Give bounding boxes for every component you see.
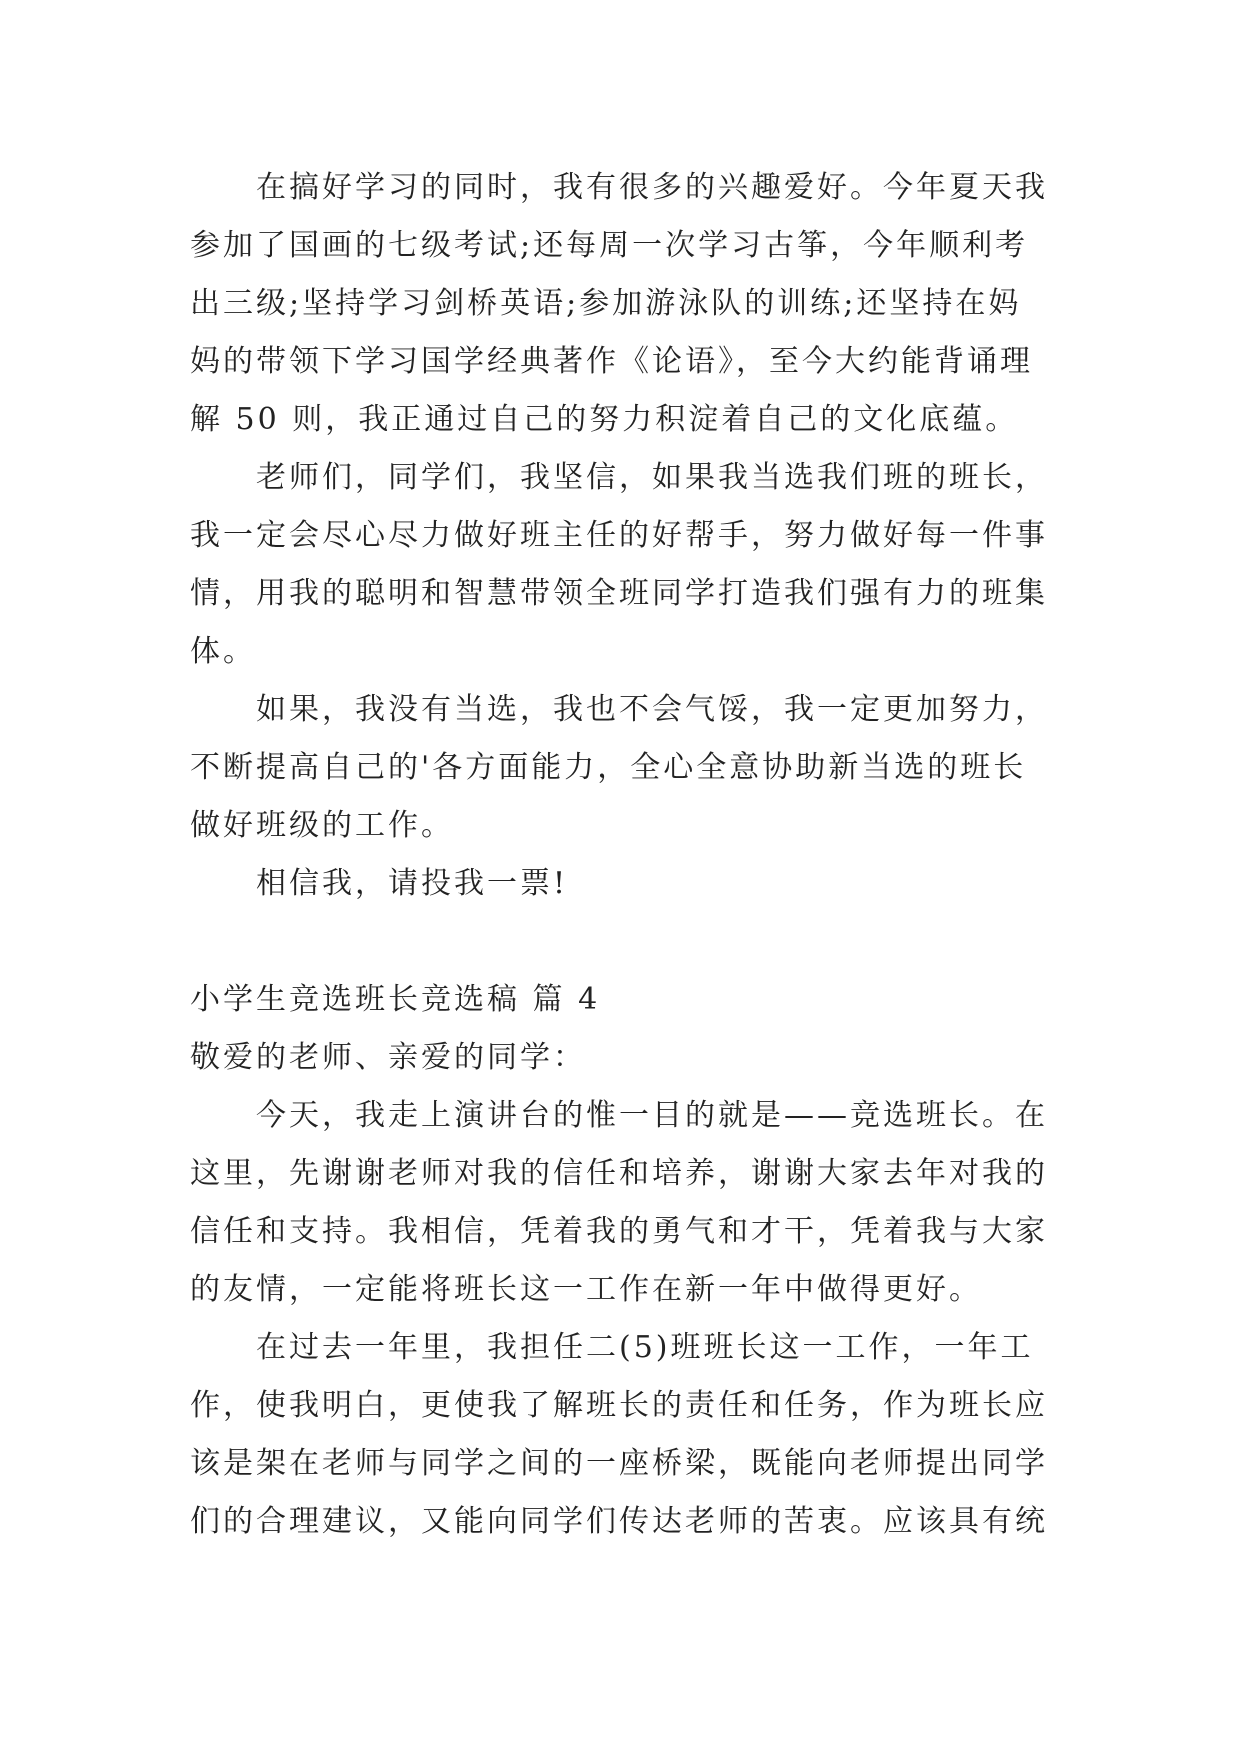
paragraph-line: 们的合理建议，又能向同学们传达老师的苦衷。应该具有统 <box>190 1504 1048 1539</box>
paragraph-line: 信任和支持。我相信，凭着我的勇气和才干，凭着我与大家 <box>190 1214 1048 1249</box>
salutation: 敬爱的老师、亲爱的同学： <box>190 1040 586 1075</box>
paragraph-line: 在搞好学习的同时，我有很多的兴趣爱好。今年夏天我 <box>256 170 1048 205</box>
paragraph-line: 如果，我没有当选，我也不会气馁，我一定更加努力， <box>256 692 1048 727</box>
paragraph-line: 我一定会尽心尽力做好班主任的好帮手，努力做好每一件事 <box>190 518 1048 553</box>
paragraph-line: 不断提高自己的'各方面能力，全心全意协助新当选的班长 <box>190 750 1027 785</box>
paragraph-line: 参加了国画的七级考试;还每周一次学习古筝，今年顺利考 <box>190 228 1029 263</box>
paragraph-line: 的友情，一定能将班长这一工作在新一年中做得更好。 <box>190 1272 982 1307</box>
paragraph-line: 老师们，同学们，我坚信，如果我当选我们班的班长， <box>256 460 1048 495</box>
paragraph-line: 作，使我明白，更使我了解班长的责任和任务，作为班长应 <box>190 1388 1048 1423</box>
paragraph-line: 出三级;坚持学习剑桥英语;参加游泳队的训练;还坚持在妈 <box>190 286 1022 321</box>
section-heading: 小学生竞选班长竞选稿 篇 4 <box>190 982 601 1017</box>
paragraph-line: 相信我，请投我一票! <box>256 866 569 901</box>
paragraph-line: 情，用我的聪明和智慧带领全班同学打造我们强有力的班集 <box>190 576 1048 611</box>
paragraph-line: 体。 <box>190 634 256 669</box>
paragraph-line: 做好班级的工作。 <box>190 808 454 843</box>
paragraph-line: 解 50 则，我正通过自己的努力积淀着自己的文化底蕴。 <box>190 402 1019 437</box>
paragraph-line: 在过去一年里，我担任二(5)班班长这一工作，一年工 <box>256 1330 1034 1365</box>
paragraph-line: 今天，我走上演讲台的惟一目的就是——竞选班长。在 <box>256 1098 1048 1133</box>
paragraph-line: 妈的带领下学习国学经典著作《论语》，至今大约能背诵理 <box>190 344 1033 379</box>
paragraph-line: 这里，先谢谢老师对我的信任和培养，谢谢大家去年对我的 <box>190 1156 1048 1191</box>
paragraph-line: 该是架在老师与同学之间的一座桥梁，既能向老师提出同学 <box>190 1446 1048 1481</box>
